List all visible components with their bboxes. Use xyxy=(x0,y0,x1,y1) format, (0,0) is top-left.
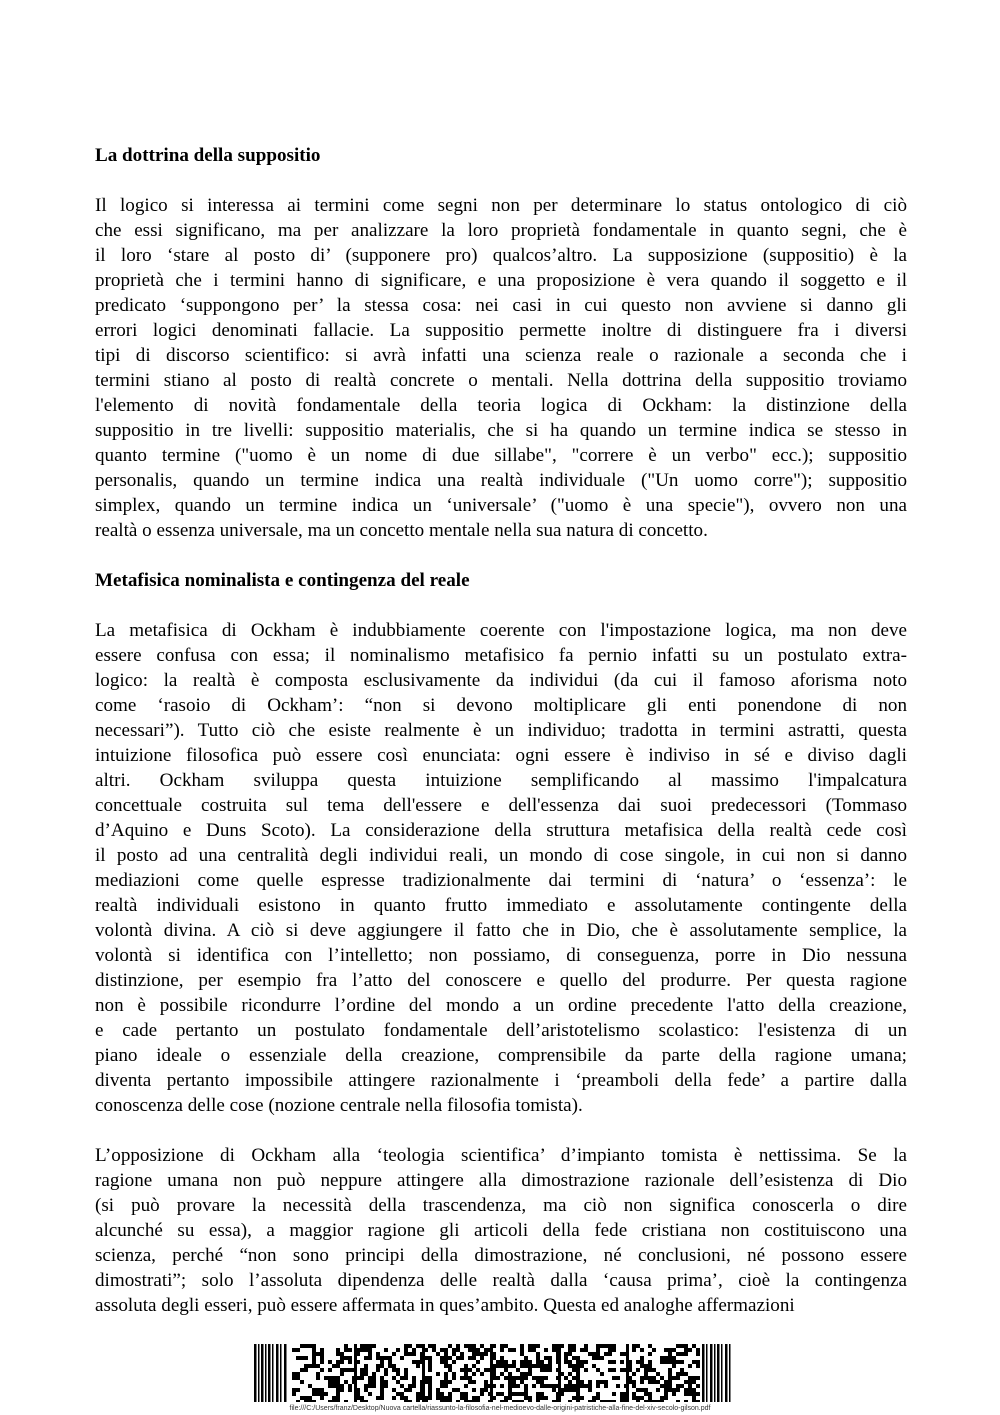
text-line: come ‘rasoio di Ockham’: “non si devono moltiplicare gli enti ponendone di non xyxy=(95,695,907,716)
text-line: dimostrati”; solo l’assoluta dipendenza delle realtà dalla ‘causa prima’, cioè la contingenza xyxy=(95,1270,907,1291)
section-heading-metafisica: Metafisica nominalista e contingenza del reale xyxy=(95,570,470,591)
text-line: conoscenza delle cose (nozione centrale nella filosofia tomista). xyxy=(95,1095,583,1116)
text-line: intuizione filosofica può essere così enunciata: ogni essere è indiviso in sé e diviso dagli xyxy=(95,745,907,766)
text-line: assoluta degli esseri, può essere affermata in ques’ambito. Questa ed analoghe affermazioni xyxy=(95,1295,795,1316)
text-line: La metafisica di Ockham è indubbiamente coerente con l'impostazione logica, ma non deve xyxy=(95,620,907,641)
section-heading-suppositio: La dottrina della suppositio xyxy=(95,145,321,166)
text-line: che essi significano, ma per analizzare la loro proprietà fondamentale in quanto segni, che è xyxy=(95,220,907,241)
text-line: (si può provare la necessità della trascendenza, ma ciò non significa conoscerla o dire xyxy=(95,1195,907,1216)
text-line: Il logico si interessa ai termini come segni non per determinare lo status ontologico di ciò xyxy=(95,195,907,216)
barcode-graphic xyxy=(254,1344,734,1404)
text-line: L’opposizione di Ockham alla ‘teologia scientifica’ d’impianto tomista è nettissima. Se la xyxy=(95,1145,907,1166)
text-line: termini stiano al posto di realtà concrete o mentali. Nella dottrina della suppositio troviamo xyxy=(95,370,907,391)
text-line: d’Aquino e Duns Scoto). La considerazione della struttura metafisica della realtà cede così xyxy=(95,820,907,841)
text-line: realtà o essenza universale, ma un concetto mentale nella sua natura di concetto. xyxy=(95,520,708,541)
text-line: simplex, quando un termine indica un ‘universale’ ("uomo è una specie"), ovvero non una xyxy=(95,495,907,516)
paragraph-metafisica xyxy=(95,618,907,1118)
text-line: suppositio in tre livelli: suppositio materialis, che si ha quando un termine indica se stesso in xyxy=(95,420,907,441)
text-line: ragione umana non può neppure attingere alla dimostrazione razionale dell’esistenza di Dio xyxy=(95,1170,907,1191)
paragraph-suppositio xyxy=(95,193,907,543)
text-line: errori logici denominati fallacie. La suppositio permette inoltre di distinguere fra i diversi xyxy=(95,320,907,341)
text-line: e cade pertanto un postulato fondamentale dell’aristotelismo scolastico: l'esistenza di un xyxy=(95,1020,907,1041)
text-line: concettuale costruita sul tema dell'essere e dell'essenza dai suoi predecessori (Tommaso xyxy=(95,795,907,816)
text-line: il loro ‘stare al posto di’ (supponere pro) qualcos’altro. La supposizione (suppositio) è la xyxy=(95,245,907,266)
text-line: mediazioni come quelle espresse tradizionalmente dai termini di ‘natura’ o ‘essenza’: le xyxy=(95,870,907,891)
text-line: necessari”). Tutto ciò che esiste realmente è un individuo; tradotta in termini astratti, questa xyxy=(95,720,907,741)
text-line: tipi di discorso scientifico: si avrà infatti una scienza reale o razionale a seconda che i xyxy=(95,345,907,366)
text-line: distinzione, per esempio fra l’atto del conoscere e quello del produrre. Per questa ragione xyxy=(95,970,907,991)
footer-file-path: file:///C:/Users/franz/Desktop/Nuova cartella/riassunto-la-filosofia-nel-medioevo-dalle-origini-patristiche-alla-fine-del-xiv-secolo-gilson.pdf xyxy=(289,1405,711,1412)
document-page xyxy=(95,143,907,1343)
text-line: non è possibile ricondurre l’ordine del mondo a un ordine precedente l'atto della creazione, xyxy=(95,995,907,1016)
text-line: personalis, quando un termine indica una realtà individuale ("Un uomo corre"); suppositio xyxy=(95,470,907,491)
text-line: piano ideale o essenziale della creazione, comprensibile da parte della ragione umana; xyxy=(95,1045,907,1066)
text-line: diventa pertanto impossibile attingere razionalmente i ‘preamboli della fede’ a partire dalla xyxy=(95,1070,907,1091)
text-line: volontà divina. A ciò si deve aggiungere il fatto che in Dio, che è assolutamente semplice, la xyxy=(95,920,907,941)
text-line: volontà si identifica con l’intelletto; non possiamo, di conseguenza, porre in Dio nessuna xyxy=(95,945,907,966)
text-line: realtà individuali esistono in quanto frutto immediato e assolutamente contingente della xyxy=(95,895,907,916)
text-line: proprietà che i termini hanno di significare, e una proposizione è vera quando il soggetto e il xyxy=(95,270,907,291)
text-line: l'elemento di novità fondamentale della teoria logica di Ockham: la distinzione della xyxy=(95,395,907,416)
text-line: essere confusa con essa; il nominalismo metafisico fa pernio infatti su un postulato extra- xyxy=(95,645,907,666)
text-line: alcunché su essa), a maggior ragione gli articoli della fede cristiana non costituiscono una xyxy=(95,1220,907,1241)
barcode-icon xyxy=(254,1344,734,1402)
paragraph-opposizione xyxy=(95,1143,907,1318)
text-line: quanto termine ("uomo è un nome di due sillabe", "correre è un verbo" ecc.); suppositio xyxy=(95,445,907,466)
text-line: altri. Ockham sviluppa questa intuizione semplificando al massimo l'impalcatura xyxy=(95,770,907,791)
text-line: predicato ‘suppongono per’ la stessa cosa: nei casi in cui questo non avviene si danno gli xyxy=(95,295,907,316)
text-line: logico: la realtà è composta esclusivamente da individui (da cui il famoso aforisma noto xyxy=(95,670,907,691)
text-line: il posto ad una centralità degli individui reali, un mondo di cose singole, in cui non si danno xyxy=(95,845,907,866)
text-line: scienza, perché “non sono principi della dimostrazione, né conclusioni, né possono essere xyxy=(95,1245,907,1266)
